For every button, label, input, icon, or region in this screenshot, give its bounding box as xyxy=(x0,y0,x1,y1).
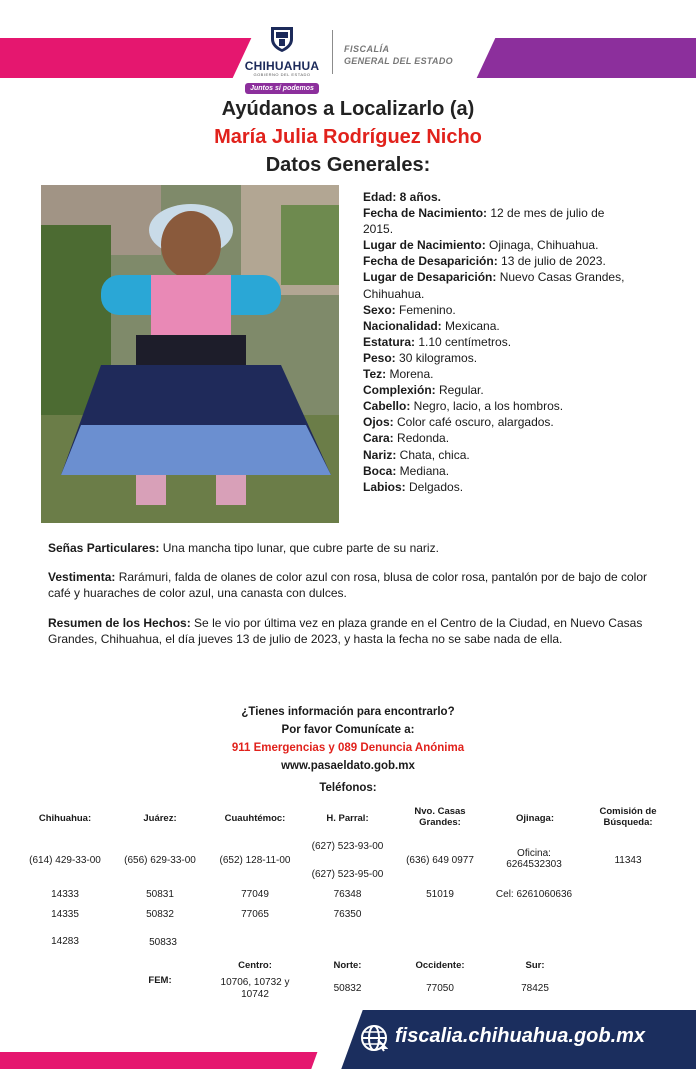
detail-value: Nuevo Casas Grandes, Chihuahua. xyxy=(363,270,625,301)
para-label: Vestimenta: xyxy=(48,570,116,584)
shield-icon xyxy=(267,24,297,54)
detail-mouth xyxy=(363,463,625,479)
phone-cell: 50832 xyxy=(146,909,174,920)
phone-cell: (627) 523-95-00 xyxy=(311,869,384,880)
detail-age xyxy=(363,189,625,205)
fem-label: FEM: xyxy=(148,975,172,986)
detail-value: Regular. xyxy=(435,383,484,398)
phone-cell: 77065 xyxy=(241,909,269,920)
logo-sub: GOBIERNO DEL ESTADO xyxy=(253,72,311,77)
detail-value: Redonda. xyxy=(393,431,450,446)
phones-title: Teléfonos: xyxy=(319,782,377,794)
detail-value: Ojinaga, Chihuahua. xyxy=(485,238,599,253)
detail-label: Fecha de Desaparición: xyxy=(363,254,498,269)
phone-cell: 76350 xyxy=(333,909,362,920)
section-title: Datos Generales: xyxy=(265,154,431,176)
col-header: Juárez: xyxy=(143,813,177,824)
detail-label: Sexo: xyxy=(363,302,396,317)
detail-value: 1.10 centímetros. xyxy=(415,334,512,349)
detail-label: Boca: xyxy=(363,463,397,478)
detail-value: Chata, chica. xyxy=(396,447,470,462)
para-value: Rarámuri, falda de olanes de color azul con rosa, blusa de color rosa, pantalón por de bajo de color café y huaraches de color azul, una canasta con dulces. xyxy=(48,570,648,600)
detail-face xyxy=(363,430,625,446)
phone-cell: 51019 xyxy=(426,889,454,900)
detail-label: Nacionalidad: xyxy=(363,318,442,333)
para-value: Una mancha tipo lunar, que cubre parte de su nariz. xyxy=(159,541,439,555)
detail-value: 13 de julio de 2023. xyxy=(497,254,606,269)
para-label: Señas Particulares: xyxy=(48,541,160,555)
detail-value: 12 de mes de julio de 2015. xyxy=(363,206,605,237)
globe-icon xyxy=(360,1024,388,1052)
fem-cell: 50832 xyxy=(333,983,362,994)
fem-header: Sur: xyxy=(525,960,545,971)
detail-sex xyxy=(363,302,625,318)
phone-cell: (636) 649 0977 xyxy=(406,855,474,866)
fem-cell: 77050 xyxy=(426,983,454,994)
page-title: Ayúdanos a Localizarlo (a) xyxy=(221,98,475,120)
agency-line1: FISCALÍA xyxy=(344,44,390,54)
phone-cell: 14283 xyxy=(51,936,79,947)
detail-lips xyxy=(363,479,625,495)
emergency-numbers: 911 Emergencias y 089 Denuncia Anónima xyxy=(231,742,465,754)
detail-birthplace xyxy=(363,237,625,253)
detail-value: Morena. xyxy=(386,367,434,382)
logo-name: CHIHUAHUA xyxy=(244,59,320,73)
phone-cell: 14333 xyxy=(51,889,79,900)
logo-slogan: Juntos sí podemos xyxy=(245,83,319,94)
fem-header: Centro: xyxy=(238,960,272,971)
detail-label: Tez: xyxy=(363,367,387,382)
detail-label: Lugar de Nacimiento: xyxy=(363,238,486,253)
detail-birthdate xyxy=(363,205,625,237)
detail-value: Mexicana. xyxy=(441,318,500,333)
footer-url[interactable]: fiscalia.chihuahua.gob.mx xyxy=(395,1025,646,1047)
phone-cell: Oficina: 6264532303 xyxy=(506,848,562,870)
col-header: Cuauhtémoc: xyxy=(224,813,286,824)
detail-eyes xyxy=(363,414,625,430)
header-divider xyxy=(332,30,333,74)
detail-label: Cabello: xyxy=(363,399,411,414)
col-header: H. Parral: xyxy=(326,813,369,824)
agency-line2: GENERAL DEL ESTADO xyxy=(344,56,453,66)
footer-pink-band xyxy=(0,1052,340,1069)
detail-label: Estatura: xyxy=(363,334,416,349)
col-header: Comisión de Búsqueda: xyxy=(599,806,657,828)
header-purple-band xyxy=(466,38,696,78)
phone-cell: (614) 429-33-00 xyxy=(29,855,101,866)
fem-cell: 78425 xyxy=(521,983,549,994)
detail-label: Labios: xyxy=(363,479,406,494)
detail-disappearance-place xyxy=(363,269,625,301)
phone-cell: 14335 xyxy=(51,909,79,920)
detail-height xyxy=(363,334,625,350)
detail-label: Edad: 8 años. xyxy=(363,190,442,204)
detail-value: Mediana. xyxy=(396,463,450,478)
phone-cell: Cel: 6261060636 xyxy=(495,889,573,900)
detail-label: Cara: xyxy=(363,431,394,446)
website-link[interactable]: www.pasaeldato.gob.mx xyxy=(281,760,415,772)
col-header: Ojinaga: xyxy=(515,813,554,824)
detail-value: Femenino. xyxy=(395,302,456,317)
detail-label: Ojos: xyxy=(363,415,394,430)
person-name: María Julia Rodríguez Nicho xyxy=(214,126,482,148)
missing-person-photo xyxy=(41,185,339,523)
detail-label: Peso: xyxy=(363,350,396,365)
chihuahua-logo xyxy=(240,24,324,90)
detail-nose xyxy=(363,447,625,463)
facts-summary xyxy=(48,615,648,647)
detail-label: Complexión: xyxy=(363,383,436,398)
detail-label: Nariz: xyxy=(363,447,397,462)
detail-value: 30 kilogramos. xyxy=(395,350,478,365)
detail-value: Color café oscuro, alargados. xyxy=(393,415,554,430)
phone-cell: 77049 xyxy=(241,889,269,900)
contact-question: ¿Tienes información para encontrarlo? xyxy=(241,706,455,718)
detail-weight xyxy=(363,350,625,366)
fem-cell: 10706, 10732 y 10742 xyxy=(220,977,290,1000)
detail-value: Negro, lacio, a los hombros. xyxy=(410,399,564,414)
general-data-list xyxy=(363,189,625,495)
phone-cell: 11343 xyxy=(614,855,642,866)
fem-header: Norte: xyxy=(333,960,362,971)
detail-label: Lugar de Desaparición: xyxy=(363,270,497,285)
header-pink-band xyxy=(0,38,262,78)
phone-cell: 50833 xyxy=(149,937,177,948)
phone-cell: (652) 128-11-00 xyxy=(219,855,291,866)
col-header: Nvo. Casas Grandes: xyxy=(414,806,466,828)
clothing xyxy=(48,569,648,601)
para-label: Resumen de los Hechos: xyxy=(48,616,191,630)
detail-nationality xyxy=(363,318,625,334)
detail-label: Fecha de Nacimiento: xyxy=(363,206,488,221)
para-value: Se le vio por última vez en plaza grande en el Centro de la Ciudad, en Nuevo Casas Grandes, Chihuahua, el día jueves 13 de julio de 2023, y hasta la fecha no se sabe nada de ella. xyxy=(48,616,643,646)
detail-hair xyxy=(363,398,625,414)
phone-cell: (656) 629-33-00 xyxy=(124,855,196,866)
contact-please: Por favor Comunícate a: xyxy=(281,724,415,736)
phone-cell: 76348 xyxy=(333,889,362,900)
phone-cell: 50831 xyxy=(146,889,174,900)
detail-skin xyxy=(363,366,625,382)
col-header: Chihuahua: xyxy=(38,813,92,824)
detail-disappearance-date xyxy=(363,253,625,269)
phone-cell: (627) 523-93-00 xyxy=(311,841,384,852)
detail-value: Delgados. xyxy=(405,479,464,494)
detail-build xyxy=(363,382,625,398)
fem-header: Occidente: xyxy=(415,960,465,971)
distinguishing-marks xyxy=(48,540,648,556)
